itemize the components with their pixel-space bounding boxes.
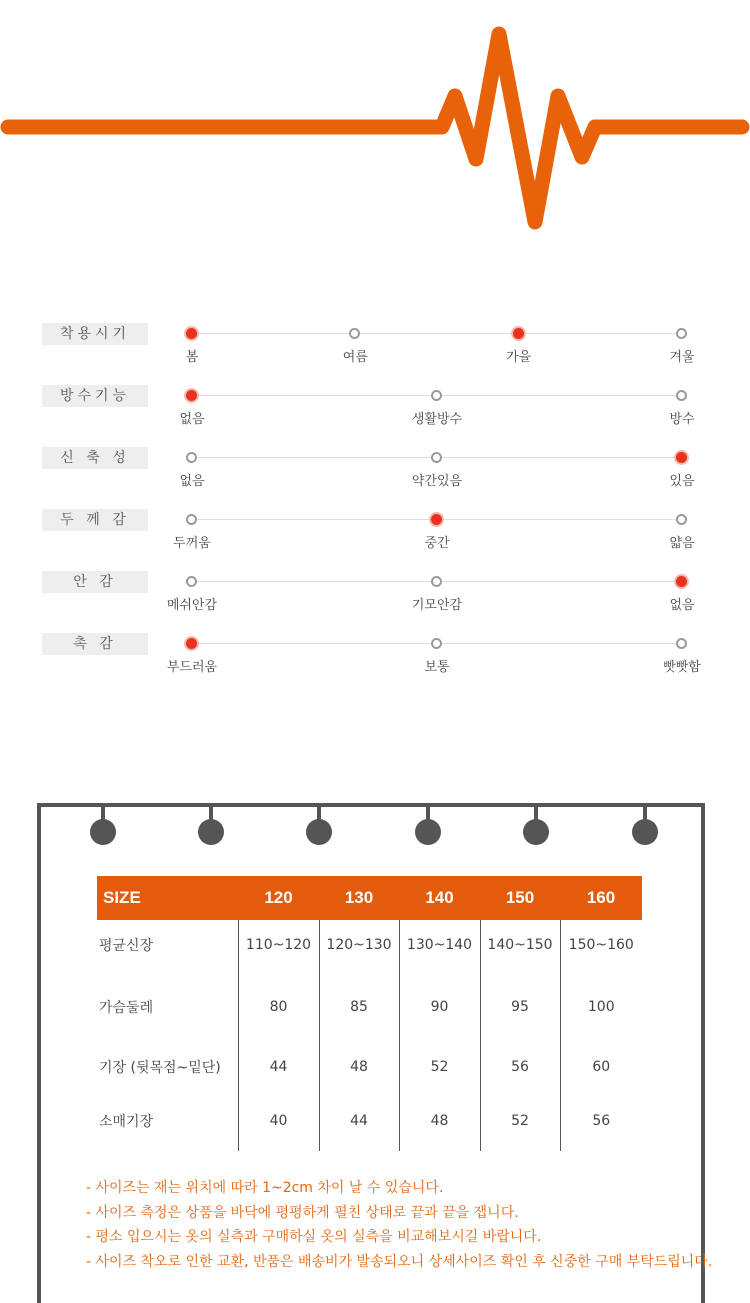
measurement-value: 52 xyxy=(480,1091,560,1151)
hanger-ring-icon xyxy=(414,803,442,849)
size-header-label: SIZE xyxy=(97,876,238,920)
option-label: 방수 xyxy=(669,412,695,427)
option-label: 기모안감 xyxy=(411,598,463,613)
selected-option-dot xyxy=(513,328,524,339)
hanger-ring-icon xyxy=(631,803,659,849)
measurement-label: 기장 (뒷목점~밑단) xyxy=(99,1060,221,1076)
option-label: 두꺼움 xyxy=(173,536,211,551)
selected-option-dot xyxy=(676,452,687,463)
option-dot xyxy=(349,328,360,339)
measurement-value: 48 xyxy=(399,1091,480,1151)
option-dot xyxy=(431,576,442,587)
measurement-label: 평균신장 xyxy=(99,938,154,954)
measurement-value: 44 xyxy=(238,1043,319,1091)
attribute-label: 착용시기 xyxy=(42,323,148,345)
option-label: 봄 xyxy=(185,350,199,365)
size-header-cell: 130 xyxy=(319,876,399,920)
attribute-label: 두 께 감 xyxy=(42,509,148,531)
attribute-scale-line xyxy=(192,333,682,334)
table-row xyxy=(97,920,642,970)
selected-option-dot xyxy=(186,638,197,649)
option-dot xyxy=(186,452,197,463)
attribute-row xyxy=(0,385,750,435)
measurement-value: 120~130 xyxy=(319,920,399,970)
table-row xyxy=(97,1043,642,1091)
selected-option-dot xyxy=(186,390,197,401)
attribute-label: 안 감 xyxy=(42,571,148,593)
measurement-value: 48 xyxy=(319,1043,399,1091)
option-label: 없음 xyxy=(669,598,695,613)
size-table xyxy=(97,876,642,1151)
option-dot xyxy=(676,328,687,339)
measurement-label: 소매기장 xyxy=(99,1114,154,1130)
option-label: 있음 xyxy=(669,474,695,489)
measurement-label: 가슴둘레 xyxy=(99,999,154,1016)
attribute-row xyxy=(0,633,750,683)
option-label: 없음 xyxy=(179,412,205,427)
hanger-ring-icon xyxy=(305,803,333,849)
size-note: - 사이즈 착오로 인한 교환, 반품은 배송비가 발송되오니 상세사이즈 확인 후 신중한 구매 부탁드립니다. xyxy=(86,1253,713,1270)
hanger-ring-icon xyxy=(197,803,225,849)
option-label: 메쉬안감 xyxy=(166,598,218,613)
measurement-value: 85 xyxy=(319,970,399,1043)
measurement-value: 80 xyxy=(238,970,319,1043)
option-dot xyxy=(431,452,442,463)
measurement-value: 110~120 xyxy=(238,920,319,970)
option-label: 여름 xyxy=(342,350,368,365)
selected-option-dot xyxy=(186,328,197,339)
option-label: 부드러움 xyxy=(166,660,218,675)
option-label: 생활방수 xyxy=(411,412,463,427)
size-header-cell: 150 xyxy=(480,876,560,920)
hanger-ring-icon xyxy=(522,803,550,849)
size-note: - 사이즈 측정은 상품을 바닥에 평평하게 펼친 상태로 끝과 끝을 잽니다. xyxy=(86,1204,519,1221)
option-dot xyxy=(431,390,442,401)
measurement-value: 44 xyxy=(319,1091,399,1151)
heartbeat-line-graphic xyxy=(0,0,750,240)
option-label: 빳빳함 xyxy=(663,660,701,675)
measurement-value: 150~160 xyxy=(560,920,642,970)
option-dot xyxy=(676,638,687,649)
measurement-value: 140~150 xyxy=(480,920,560,970)
option-dot xyxy=(676,390,687,401)
measurement-value: 95 xyxy=(480,970,560,1043)
attribute-row xyxy=(0,509,750,559)
size-header-cell: 160 xyxy=(560,876,642,920)
size-table-header xyxy=(97,876,642,920)
option-label: 겨울 xyxy=(669,350,695,365)
option-dot xyxy=(676,514,687,525)
option-dot xyxy=(186,514,197,525)
option-label: 보통 xyxy=(424,660,450,675)
hanger-ring-icon xyxy=(89,803,117,849)
measurement-value: 130~140 xyxy=(399,920,480,970)
attribute-row xyxy=(0,571,750,621)
option-label: 가을 xyxy=(506,350,532,365)
option-label: 약간있음 xyxy=(411,474,463,489)
measurement-value: 40 xyxy=(238,1091,319,1151)
option-dot xyxy=(431,638,442,649)
measurement-value: 56 xyxy=(480,1043,560,1091)
selected-option-dot xyxy=(676,576,687,587)
option-label: 중간 xyxy=(424,536,450,551)
attribute-row xyxy=(0,323,750,373)
attribute-label: 신 축 성 xyxy=(42,447,148,469)
attribute-label: 촉 감 xyxy=(42,633,148,655)
option-dot xyxy=(186,576,197,587)
table-row xyxy=(97,970,642,1043)
size-notes xyxy=(86,1177,726,1275)
measurement-value: 52 xyxy=(399,1043,480,1091)
selected-option-dot xyxy=(431,514,442,525)
option-label: 없음 xyxy=(179,474,205,489)
size-header-cell: 140 xyxy=(399,876,480,920)
measurement-value: 56 xyxy=(560,1091,642,1151)
size-note: - 평소 입으시는 옷의 실측과 구매하실 옷의 실측을 비교해보시길 바랍니다. xyxy=(86,1229,542,1245)
measurement-value: 100 xyxy=(560,970,642,1043)
measurement-value: 60 xyxy=(560,1043,642,1091)
attribute-label: 방수기능 xyxy=(42,385,148,407)
attribute-row xyxy=(0,447,750,497)
size-header-cell: 120 xyxy=(238,876,319,920)
measurement-value: 90 xyxy=(399,970,480,1043)
table-row xyxy=(97,1091,642,1151)
size-note: - 사이즈는 재는 위치에 따라 1~2cm 차이 날 수 있습니다. xyxy=(86,1180,444,1196)
option-label: 얇음 xyxy=(669,536,695,551)
